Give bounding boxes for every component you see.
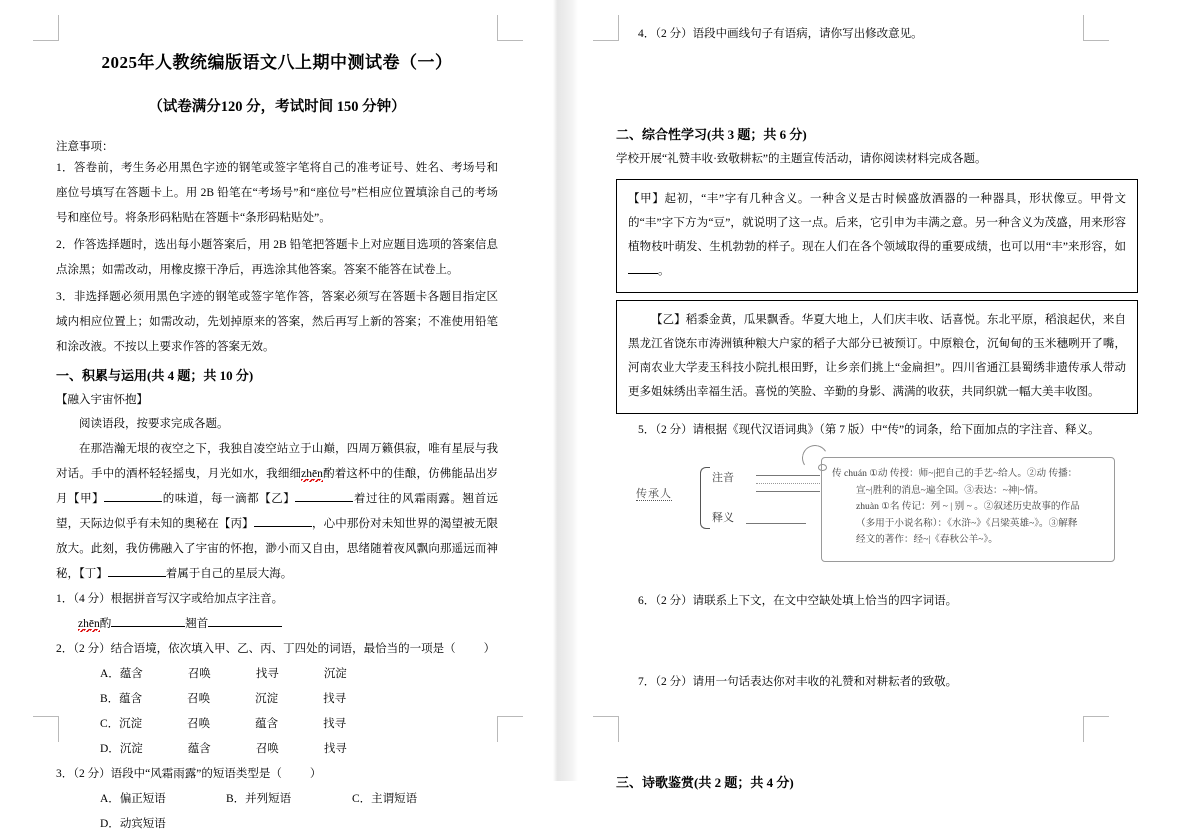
dict-line: 宣~|胜利的消息~遍全国。③表达：~神|~情。 bbox=[856, 484, 1044, 496]
material-jia-tail: 。 bbox=[658, 265, 670, 277]
option-c-word-1: 沉淀 bbox=[119, 718, 143, 730]
dict-line: zhuàn ①名 传记：列 ~ | 别 ~ 。②叙述历史故事的作品 bbox=[856, 501, 1080, 512]
page-subtitle: （试卷满分120 分，考试时间 150 分钟） bbox=[148, 99, 406, 115]
question-2-number: 2． bbox=[56, 643, 74, 655]
option-b-word-4: 找寻 bbox=[323, 693, 347, 705]
figure-answer-line-3[interactable] bbox=[756, 491, 820, 492]
note-item: 2．作答选择题时，选出每小题答案后，用 2B 铅笔把答题卡上对应题目选项的答案信息点涂黑；如需改动，用橡皮擦干净后，再选涂其他答案。答案不能答在试卷上。 bbox=[56, 239, 498, 276]
question-4-number: 4． bbox=[638, 28, 656, 40]
question-2 bbox=[56, 637, 498, 662]
option-b-word-3: 沉淀 bbox=[255, 693, 279, 705]
question-6-text: （2 分）请联系上下文，在文中空缺处填上恰当的四字词语。 bbox=[655, 595, 958, 607]
question-3 bbox=[56, 762, 498, 787]
option-c-word-4: 找寻 bbox=[323, 718, 347, 730]
question-6 bbox=[616, 589, 1138, 614]
passage-blank-bing bbox=[254, 513, 312, 527]
q3-option-c-word: 主谓短语 bbox=[371, 793, 418, 805]
question-2-text: （2 分）结合语境，依次填入甲、乙、丙、丁四处的词语，最恰当的一项是（ bbox=[73, 643, 456, 655]
option-c-word-2: 召唤 bbox=[187, 718, 211, 730]
section1-lead: 阅读语段，按要求完成各题。 bbox=[79, 418, 229, 430]
passage-seg-2: 酌着这杯中的佳酿，仿佛能品出岁月【甲】 bbox=[56, 468, 499, 505]
option-b-word-2: 召唤 bbox=[187, 693, 211, 705]
question-2-option-b[interactable] bbox=[56, 687, 498, 712]
option-c-label: C． bbox=[100, 718, 120, 730]
passage-seg-3: 的味道，每一滴都【乙】 bbox=[162, 493, 296, 505]
question-7 bbox=[616, 670, 1138, 695]
dict-line: 传 chuán ①动 传授：师~|把自己的手艺~给人。②动 传播： bbox=[832, 468, 1078, 479]
section-heading-1: 一、积累与运用(共 4 题；共 10 分) bbox=[56, 368, 254, 383]
question-3-text-tail: ） bbox=[309, 768, 322, 780]
question-3-options[interactable] bbox=[56, 787, 498, 837]
q3-option-d-word: 动宾短语 bbox=[119, 818, 166, 830]
question-6-number: 6． bbox=[638, 595, 656, 607]
passage-blank-yi bbox=[295, 488, 353, 502]
question-7-answer-space[interactable] bbox=[616, 695, 1138, 767]
option-a-word-3: 找寻 bbox=[255, 668, 279, 680]
question-2-text-tail: ） bbox=[483, 643, 496, 655]
question-1-number: 1． bbox=[56, 593, 74, 605]
question-3-text: （2 分）语段中“风霜雨露”的短语类型是（ bbox=[73, 768, 282, 780]
question-3-option-d[interactable] bbox=[100, 812, 226, 837]
question-1 bbox=[56, 587, 498, 612]
q1-blank-2[interactable] bbox=[208, 613, 282, 627]
figure-answer-line-2[interactable] bbox=[756, 483, 820, 484]
section2-lead: 学校开展“礼赞丰收·致敬耕耘”的主题宣传活动，请你阅读材料完成各题。 bbox=[616, 153, 987, 165]
section1-bracket-title: 【融入宇宙怀抱】 bbox=[56, 394, 148, 406]
option-b-word-1: 蕴含 bbox=[119, 693, 143, 705]
option-d-word-3: 召唤 bbox=[255, 743, 279, 755]
option-a-word-1: 蕴含 bbox=[119, 668, 143, 680]
question-6-answer-space[interactable] bbox=[616, 614, 1138, 670]
question-1-text: （4 分）根据拼音写汉字或给加点字注音。 bbox=[73, 593, 284, 605]
q3-option-a-label: A． bbox=[100, 793, 120, 805]
figure-answer-line-4[interactable] bbox=[746, 523, 806, 524]
passage-seg-1: 在那浩瀚无垠的夜空之下，我独自凌空站立于山巅，四周万籁俱寂，唯有星辰与我对话。手中的酒杯轻轻摇曳，月光如水，我细细 bbox=[56, 443, 498, 480]
q3-option-c-label: C． bbox=[352, 793, 372, 805]
figure-answer-line-1[interactable] bbox=[756, 475, 820, 476]
q1-blank-1[interactable] bbox=[111, 613, 185, 627]
dict-line: （多用于小说名称）：《水浒~》《吕梁英雄~》。③解释 bbox=[856, 517, 1078, 529]
option-c-word-3: 蕴含 bbox=[255, 718, 279, 730]
passage-blank-jia bbox=[104, 488, 162, 502]
material-jia-text bbox=[628, 187, 1126, 283]
question-2-option-a[interactable] bbox=[56, 662, 498, 687]
figure-brace bbox=[700, 467, 710, 529]
passage-blank-ding bbox=[108, 563, 166, 577]
question-5-text: （2 分）请根据《现代汉语词典》（第 7 版）中“传”的词条，给下面加点的字注音、释义。 bbox=[655, 424, 1100, 436]
left-page-content bbox=[56, 30, 498, 837]
q1-pinyin: zhēn bbox=[78, 618, 100, 634]
q3-option-b-word: 并列短语 bbox=[245, 793, 292, 805]
question-4-text: （2 分）语段中画线句子有语病，请你写出修改意见。 bbox=[655, 28, 923, 40]
question-2-option-d[interactable] bbox=[56, 737, 498, 762]
option-d-label: D． bbox=[100, 743, 120, 755]
section-heading-3: 三、诗歌鉴赏(共 2 题；共 4 分) bbox=[616, 775, 794, 790]
figure-row-1-label: 注音 bbox=[712, 472, 734, 484]
material-jia-body: 【甲】起初，“丰”字有几种含义。一种含义是古时候盛放酒器的一种器具，形状像豆。甲骨文的“丰”字下方为“豆”，就说明了这一点。后来，它引申为丰满之意。另一种含义为茂盛，用来形容植物枝叶萌发、生机勃勃的样子。现在人们在各个领域取得的重要成绩，也可以用“丰”来形容，如 bbox=[628, 193, 1126, 253]
question-7-text: （2 分）请用一句话表达你对丰收的礼赞和对耕耘者的致敬。 bbox=[655, 676, 958, 688]
question-5-number: 5． bbox=[638, 424, 656, 436]
q1-char-1: 酌 bbox=[99, 618, 112, 630]
figure-word-label: 传承人 bbox=[636, 488, 672, 500]
q3-option-a-word: 偏正短语 bbox=[119, 793, 166, 805]
section-heading-2: 二、综合性学习(共 3 题；共 6 分) bbox=[616, 127, 807, 142]
q3-option-d-label: D． bbox=[100, 818, 120, 830]
question-3-option-c[interactable] bbox=[352, 787, 478, 812]
question-1-answer-row bbox=[56, 612, 498, 637]
material-box-jia bbox=[616, 179, 1138, 293]
option-a-word-2: 召唤 bbox=[187, 668, 211, 680]
question-3-number: 3． bbox=[56, 768, 74, 780]
figure-row-2-label: 释义 bbox=[712, 512, 734, 524]
page-title: 2025年人教统编版语文八上期中测试卷（一） bbox=[101, 53, 453, 72]
q1-char-2: 翘首 bbox=[185, 618, 209, 630]
page-left bbox=[0, 0, 553, 830]
passage-seg-6: 着属于自己的星辰大海。 bbox=[165, 568, 293, 580]
dictionary-figure bbox=[616, 449, 1138, 567]
option-a-word-4: 沉淀 bbox=[323, 668, 347, 680]
option-d-word-2: 蕴含 bbox=[187, 743, 211, 755]
dict-line: 经文的著作：经~|《春秋公羊~》。 bbox=[856, 534, 998, 545]
crop-mark-top-right bbox=[497, 15, 523, 41]
question-3-option-a[interactable] bbox=[100, 787, 226, 812]
question-5 bbox=[616, 418, 1138, 443]
material-jia-blank[interactable] bbox=[628, 260, 658, 274]
page-gutter bbox=[553, 0, 578, 781]
page-right bbox=[578, 0, 1185, 790]
option-d-word-1: 沉淀 bbox=[119, 743, 143, 755]
question-4 bbox=[616, 22, 1138, 47]
option-d-word-4: 找寻 bbox=[323, 743, 347, 755]
question-4-answer-space[interactable] bbox=[616, 47, 1138, 119]
question-2-option-c[interactable] bbox=[56, 712, 498, 737]
question-7-number: 7． bbox=[638, 676, 656, 688]
notes-list bbox=[56, 156, 498, 360]
crop-mark-bottom-right bbox=[497, 716, 523, 742]
passage-seg-4: 着过往的风霜雨露。翘首远望，天际边似乎有未知的奥秘在【丙】 bbox=[56, 493, 499, 530]
notes-label: 注意事项： bbox=[56, 141, 114, 153]
question-3-option-b[interactable] bbox=[226, 787, 352, 812]
option-a-label: A． bbox=[100, 668, 120, 680]
option-b-label: B． bbox=[100, 693, 120, 705]
note-item: 3．非选择题必须用黑色字迹的钢笔或签字笔作答，答案必须写在答题卡各题目指定区域内相应位置上；如需改动，先划掉原来的答案，然后再写上新的答案；不准使用铅笔和涂改液。不按以上要求作答的答案无效。 bbox=[56, 291, 498, 353]
passage-seg-5: ，心中那份对未知世界的渴望被无限放大。此刻，我仿佛融入了宇宙的怀抱，渺小而又自由，思绪随着夜风飘向那遥远而神秘，【丁】 bbox=[56, 518, 499, 580]
passage-pinyin-zhen: zhēn bbox=[301, 468, 323, 484]
material-yi-text: 【乙】稻黍金黄，瓜果飘香。华夏大地上，人们庆丰收、话喜悦。东北平原，稻浪起伏，来自黑龙江省饶东市涛洲镇种粮大户家的稻子大部分已被预订。中原粮仓，沉甸甸的玉米穗咧开了嘴，河南农业大学麦玉科技小院扎根田野，让乡亲们挑上“金扁担”。四川省通江县蜀绣非遗传承人带动更多姐妹绣出幸福生活。喜悦的笑脸、辛勤的身影、满满的收获，共同织就一幅大美丰收图。 bbox=[628, 314, 1126, 398]
right-page-content bbox=[616, 22, 1138, 795]
q3-option-b-label: B． bbox=[226, 793, 246, 805]
dictionary-entry-card bbox=[821, 457, 1115, 562]
section1-passage bbox=[56, 437, 498, 587]
note-item: 1．答卷前，考生务必用黑色字迹的钢笔或签字笔将自己的准考证号、姓名、考场号和座位号填写在答题卡上。用 2B 铅笔在“考场号”和“座位号”栏相应位置填涂自己的考场号和座位号。将条形码粘贴在答题卡“条形码粘贴处”。 bbox=[56, 162, 498, 224]
material-box-yi bbox=[616, 300, 1138, 414]
